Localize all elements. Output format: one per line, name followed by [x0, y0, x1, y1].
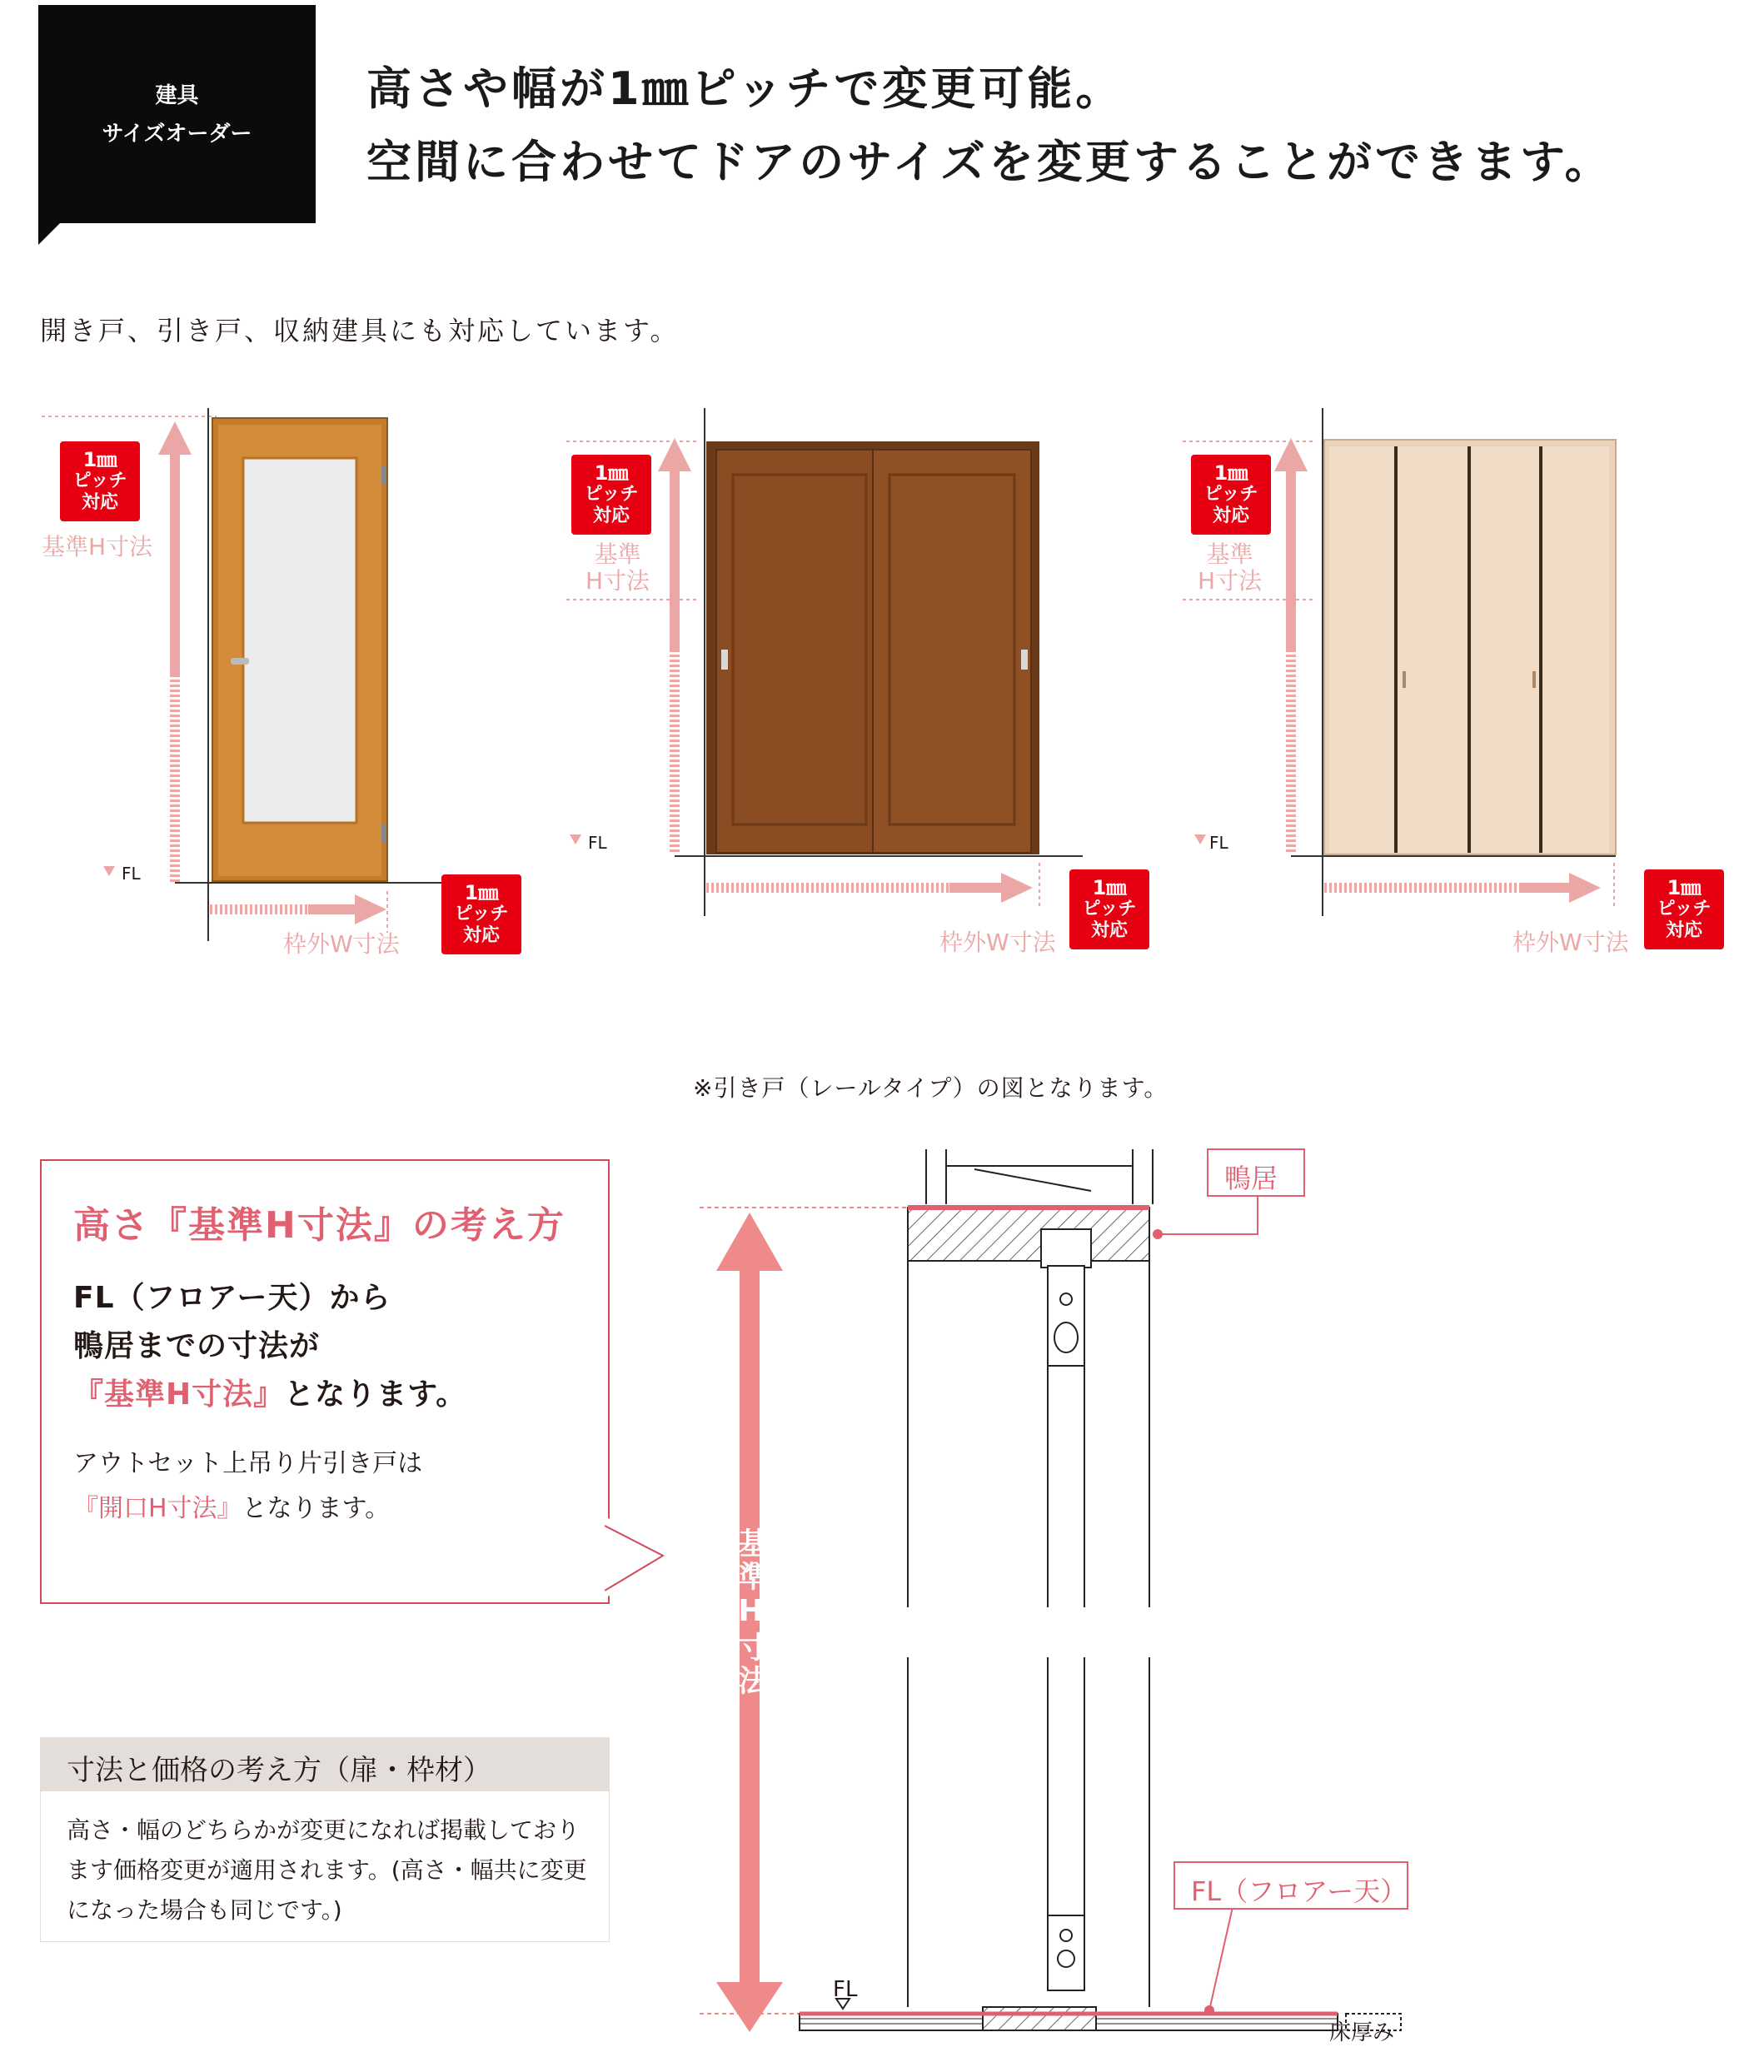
intro-text: 開き戸、引き戸、収納建具にも対応しています。 [40, 315, 680, 346]
fl-marker [1194, 834, 1206, 844]
callout-body-rest: となります。 [284, 1377, 467, 1412]
badge-line2: ピッチ [454, 904, 509, 924]
badge-line3: 対応 [1665, 920, 1702, 941]
badge-line3: 対応 [1090, 920, 1128, 941]
badge-line1: 1㎜ [1092, 876, 1127, 899]
pitch-badge-storage-h [1191, 455, 1271, 535]
fl-leader-dot [1204, 2005, 1214, 2015]
sliding-panel-right [873, 450, 1031, 853]
callout-body-emphasis: 『基準H寸法』 [73, 1377, 285, 1412]
info-heading: 寸法と価格の考え方（扉・枠材） [67, 1754, 491, 1787]
sliding-fl-label: FL [588, 833, 607, 853]
callout-body-line3 [73, 1371, 466, 1413]
hanger-wheel [1054, 1322, 1078, 1352]
lintel-diagonal [974, 1169, 1091, 1191]
callout-title: 高さ『基準H寸法』の考え方 [73, 1204, 566, 1247]
category-tag-notch [38, 223, 60, 245]
section-fl-mark: FL [833, 1977, 858, 2002]
h-arrow-shaft [1286, 466, 1296, 650]
sliding-pull-right [1021, 650, 1028, 670]
hanger-rail [1041, 1229, 1091, 1268]
pitch-badge-swing-h [60, 441, 140, 521]
badge-line2: ピッチ [72, 471, 127, 491]
badge-line1: 1㎜ [82, 448, 117, 471]
headline-line1: 高さや幅が1㎜ピッチで変更可能。 [366, 62, 1124, 115]
headline-line2: 空間に合わせてドアのサイズを変更することができます。 [366, 136, 1613, 188]
w-arrow-head [1569, 873, 1601, 903]
fl-label: FL（フロアー天） [1191, 1875, 1408, 1907]
w-arrow-shaft [949, 883, 1004, 893]
floor-thickness-label: 床厚み [1329, 2020, 1395, 2045]
callout-small-line2 [73, 1487, 390, 1524]
sliding-w-label: 枠外W寸法 [939, 929, 1056, 956]
storage-h-label [1198, 541, 1262, 595]
storage-pull-right [1532, 671, 1536, 688]
swing-w-label: 枠外W寸法 [283, 930, 400, 958]
pitch-badge-storage-w [1644, 869, 1724, 949]
badge-line2: ピッチ [584, 484, 639, 505]
fl-marker [570, 834, 581, 844]
floor-left [800, 2014, 983, 2030]
callout-small-line1: アウトセット上吊り片引き戸は [73, 1449, 423, 1478]
floor-right [1096, 2014, 1338, 2030]
h-arrow-head [1274, 438, 1308, 471]
badge-line3: 対応 [1212, 506, 1249, 526]
storage-pull-left [1403, 671, 1406, 688]
badge-line1: 1㎜ [464, 881, 499, 904]
sliding-h-label-line2: H寸法 [586, 567, 650, 595]
category-tag-line1: 建具 [155, 83, 199, 108]
callout-small-rest: となります。 [242, 1494, 391, 1523]
fl-marker [103, 866, 115, 876]
w-arrow-head [1001, 873, 1033, 903]
callout-pointer [605, 1516, 671, 1599]
hinge-top [381, 466, 386, 485]
storage-h-label-line2: H寸法 [1198, 567, 1263, 595]
badge-line2: ピッチ [1082, 899, 1137, 919]
badge-line3: 対応 [462, 925, 500, 946]
storage-fl-label: FL [1209, 833, 1228, 853]
floor-guide-screw-2 [1058, 1950, 1074, 1967]
badge-line3: 対応 [81, 492, 118, 513]
badge-line3: 対応 [592, 506, 630, 526]
pitch-badge-sliding-w [1069, 869, 1149, 949]
h-arrow-shaft [670, 466, 680, 650]
sliding-h-label [586, 541, 650, 595]
sliding-panel-left [716, 450, 883, 853]
pitch-badge-sliding-h [571, 455, 651, 535]
h-arrow-shaft [170, 450, 180, 675]
floor-guide-screw-1 [1060, 1930, 1072, 1941]
door-glass [243, 458, 356, 823]
storage-h-label-line1: 基準 [1206, 540, 1253, 568]
category-tag-label [38, 77, 316, 153]
section-note: ※引き戸（レールタイプ）の図となります。 [693, 1074, 1169, 1102]
kamoi-label: 鴨居 [1224, 1163, 1278, 1194]
vertical-h-label: 基準H寸法 [734, 1527, 768, 1698]
callout-body-line1: FL（フロアー天）から [73, 1281, 391, 1315]
hanger-screw [1060, 1293, 1072, 1305]
sliding-pull-left [721, 650, 728, 670]
pitch-badge-swing-w [441, 874, 521, 954]
info-text: 高さ・幅のどちらかが変更になれば掲載しております価格変更が適用されます。(高さ・幅共に変更になった場合も同じです。) [67, 1816, 587, 1924]
badge-line1: 1㎜ [1213, 461, 1248, 485]
fl-leader [1209, 1907, 1233, 2010]
kamoi-leader [1158, 1194, 1258, 1234]
w-arrow-shaft [1519, 883, 1572, 893]
badge-line2: ピッチ [1203, 484, 1258, 505]
h-arrow-head [658, 438, 691, 471]
callout-body-line2: 鴨居までの寸法が [73, 1329, 321, 1363]
callout-small-emphasis: 『開口H寸法』 [73, 1494, 242, 1523]
w-arrow-head [355, 894, 386, 924]
callout-pointer-fill [605, 1516, 663, 1599]
floor-guide-base [983, 2007, 1096, 2030]
category-tag-line2: サイズオーダー [102, 122, 252, 147]
door-handle [231, 658, 249, 665]
h-arrow-head [158, 421, 192, 455]
sliding-h-label-line1: 基準 [594, 540, 641, 568]
badge-line2: ピッチ [1657, 899, 1712, 919]
swing-fl-label: FL [122, 864, 141, 884]
kamoi-block [908, 1208, 1149, 1261]
kamoi-leader-dot [1153, 1229, 1163, 1239]
hinge-bottom [381, 824, 386, 843]
swing-h-label: 基準H寸法 [42, 533, 153, 560]
storage-w-label: 枠外W寸法 [1512, 929, 1629, 956]
badge-line1: 1㎜ [594, 461, 629, 485]
section-diagram [700, 1141, 1449, 2065]
badge-line1: 1㎜ [1667, 876, 1702, 899]
w-arrow-shaft [308, 904, 358, 914]
